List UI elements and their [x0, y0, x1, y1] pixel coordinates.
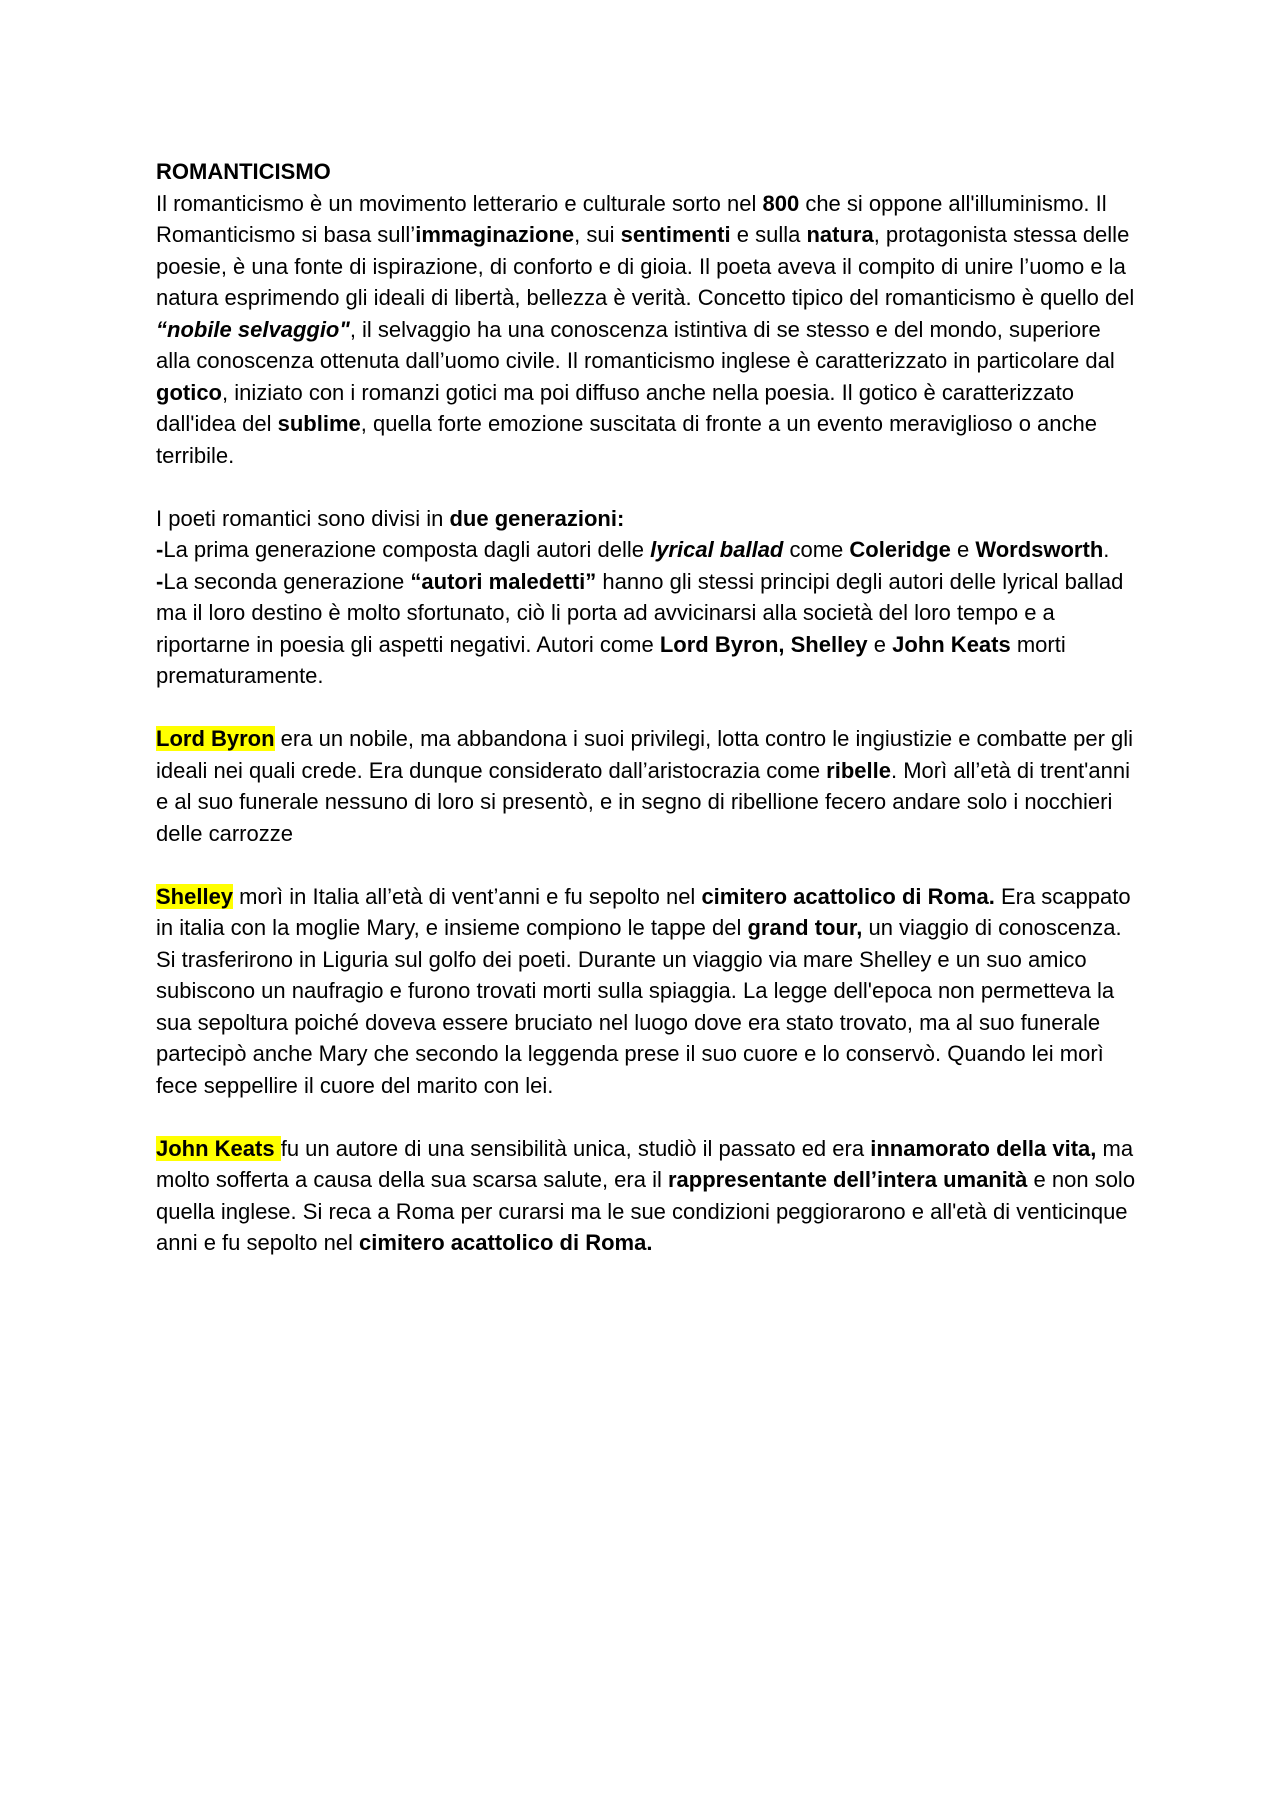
- first-generation: -La prima generazione composta dagli autori delle lyrical ballad come Coleridge e Wordsworth.: [156, 537, 1110, 562]
- generations-intro: I poeti romantici sono divisi in due generazioni:: [156, 505, 625, 531]
- shelley-name-highlight: Shelley: [156, 883, 234, 909]
- document-title: ROMANTICISMO: [156, 159, 331, 184]
- intro-paragraph: Il romanticismo è un movimento letterario e culturale sorto nel 800 che si oppone all'illuminismo. Il Romanticismo si basa sull’immaginazione, sui sentimenti e sulla natura, protagonista stessa delle poesie, è una fonte di ispirazione, di conforto e di gioia. Il poeta aveva il compito di unire l’uomo e la natura esprimendo gli ideali di libertà, bellezza è verità. Concetto tipico del romanticismo è quello del “nobile selvaggio", il selvaggio ha una conoscenza istintiva di se stesso e del mondo, superiore alla conoscenza ottenuta dall’uomo civile. Il romanticismo inglese è caratterizzato in particolare dal gotico, iniziato con i romanzi gotici ma poi diffuso anche nella poesia. Il gotico è caratterizzato dall'idea del sublime, quella forte emozione suscitata di fronte a un evento meraviglioso o anche terribile.: [156, 190, 1135, 468]
- shelley-paragraph: Shelley morì in Italia all’età di vent’anni e fu sepolto nel cimitero acattolico di Roma. Era scappato in italia con la moglie Mary, e insieme compiono le tappe del grand tour, un viaggio di conoscenza. Si trasferirono in Liguria sul golfo dei poeti. Durante un viaggio via mare Shelley e un suo amico subiscono un naufragio e furono trovati morti sulla spiaggia. La legge dell'epoca non permetteva la sua sepoltura poiché doveva essere bruciato nel luogo dove era stato trovato, ma al suo funerale partecipò anche Mary che secondo la leggenda prese il suo cuore e lo conservò. Quando lei morì fece seppellire il cuore del marito con lei.: [156, 883, 1131, 1098]
- spacer: [156, 471, 1141, 503]
- byron-name-highlight: Lord Byron: [156, 726, 275, 751]
- spacer: [156, 1101, 1141, 1133]
- spacer: [156, 849, 1141, 881]
- document-body: [156, 156, 1141, 1259]
- keats-name-highlight: John Keats: [156, 1135, 281, 1161]
- spacer: [156, 692, 1141, 724]
- byron-paragraph: Lord Byron era un nobile, ma abbandona i suoi privilegi, lotta contro le ingiustizie e combatte per gli ideali nei quali crede. Era dunque considerato dall’aristocrazia come ribelle. Morì all’età di trent'anni e al suo funerale nessuno di loro si presentò, e in segno di ribellione fecero andare solo i nocchieri delle carrozze: [156, 726, 1134, 846]
- second-generation: -La seconda generazione “autori maledetti” hanno gli stessi principi degli autori delle lyrical ballad ma il loro destino è molto sfortunato, ciò li porta ad avvicinarsi alla società del loro tempo e a riportarne in poesia gli aspetti negativi. Autori come Lord Byron, Shelley e John Keats morti prematuramente.: [156, 568, 1124, 688]
- keats-paragraph: John Keats fu un autore di una sensibilità unica, studiò il passato ed era innamorato della vita, ma molto sofferta a causa della sua scarsa salute, era il rappresentante dell’intera umanità e non solo quella inglese. Si reca a Roma per curarsi ma le sue condizioni peggiorarono e all'età di venticinque anni e fu sepolto nel cimitero acattolico di Roma.: [156, 1135, 1136, 1255]
